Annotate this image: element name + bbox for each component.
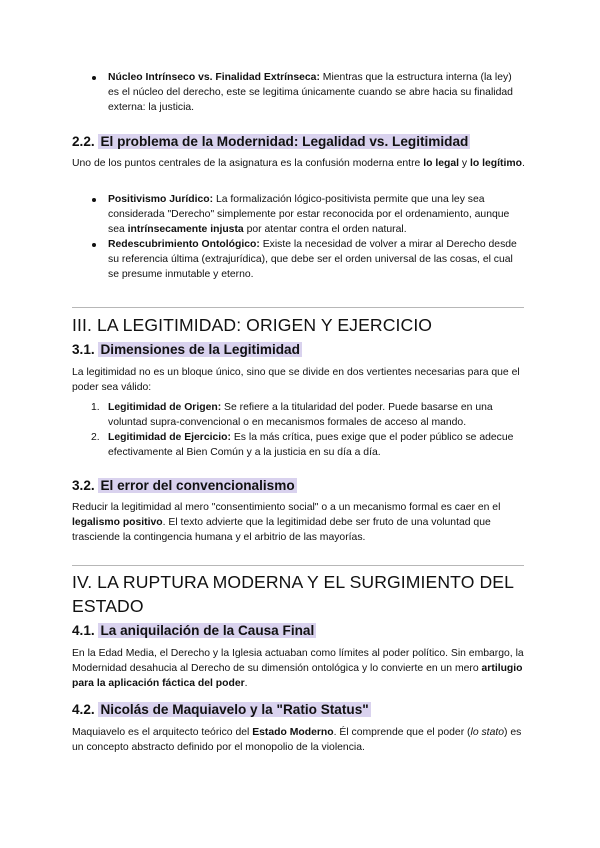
section-number: 3.1. [72, 342, 95, 357]
bullet-term: Redescubrimiento Ontológico: [108, 239, 260, 250]
item-text: Es la más crítica, pues exige que el poder público se adecue efectivamente al Bien Común y a la justicia en su día a día. [108, 432, 514, 458]
text-run: Maquiavelo es el arquitecto teórico del [72, 727, 253, 738]
bold-run: Estado Moderno [252, 727, 334, 738]
chapter-4-heading: IV. LA RUPTURA MODERNA Y EL SURGIMIENTO DEL ESTADO [72, 572, 514, 616]
bullet-text: por atentar contra el orden natural. [243, 224, 407, 235]
item-text: Se refiere a la titularidad del poder. Puede basarse en una voluntad supra-convencional o en mecanismos formales de acceso al mando. [108, 402, 493, 428]
text-run: Reducir la legitimidad al mero "consentimiento social" o a un mecanismo formal es caer en el [72, 502, 501, 513]
section-number: 3.2. [72, 478, 95, 493]
section-title: Dimensiones de la Legitimidad [100, 342, 300, 357]
text-run: y [459, 158, 470, 169]
section-number: 4.1. [72, 623, 95, 638]
text-run: ) es un concepto abstracto definido por el monopolio de la violencia. [72, 727, 522, 753]
text-run: Uno de los puntos centrales de la asignatura es la confusión moderna entre [72, 158, 424, 169]
text-run: . Él comprende que el poder ( [333, 727, 471, 738]
bold-run: intrínsecamente injusta [127, 224, 244, 235]
bold-run: lo legal [423, 158, 460, 169]
bold-run: legalismo positivo [72, 517, 163, 528]
italic-run: lo stato [470, 727, 505, 738]
list-item [108, 70, 520, 115]
section-title: El error del convencionalismo [100, 478, 295, 493]
bullet-text: La formalización lógico-positivista permite que una ley sea considerada "Derecho" simplemente por estar reconocida por el ordenamiento, aunque sea [108, 194, 510, 235]
text-run: En la Edad Media, el Derecho y la Iglesia actuaban como límites al poder político. Sin embargo, la Modernidad desahucia al Derecho de su dimensión ontológica y lo convierte en un mero [72, 648, 524, 674]
section-4-2-paragraph [72, 725, 527, 755]
section-2-2-paragraph [72, 156, 527, 171]
section-3-1-numbered-list [91, 400, 520, 460]
list-item [108, 237, 520, 282]
section-title: El problema de la Modernidad: Legalidad vs. Legitimidad [100, 134, 469, 149]
list-item [91, 400, 520, 430]
section-4-1-paragraph [72, 646, 527, 691]
section-3-2-paragraph [72, 500, 527, 545]
list-item [108, 192, 520, 237]
text-run: . [521, 158, 525, 169]
chapter-3-heading: III. LA LEGITIMIDAD: ORIGEN Y EJERCICIO [72, 315, 433, 335]
section-3-1-heading [72, 341, 302, 359]
text-run: . [244, 678, 248, 689]
section-number: 2.2. [72, 134, 95, 149]
item-term: Legitimidad de Ejercicio: [108, 432, 231, 443]
text-run: . El texto advierte que la legitimidad debe ser fruto de una voluntad que trasciende la contingencia humana y el arbitrio de las mayorías. [72, 517, 491, 543]
horizontal-rule [72, 565, 524, 566]
bold-run: artilugio para la aplicación fáctica del poder [72, 663, 523, 689]
section-title: Nicolás de Maquiavelo y la "Ratio Status" [100, 702, 369, 717]
bullet-term: Núcleo Intrínseco vs. Finalidad Extrínseca: [108, 72, 320, 83]
bullet-term: Positivismo Jurídico: [108, 194, 214, 205]
section-2-2-bullet-list [108, 192, 520, 282]
section-title: La aniquilación de la Causa Final [100, 623, 315, 638]
list-number: 2. [91, 432, 100, 443]
bullet-text: Mientras que la estructura interna (la ley) es el núcleo del derecho, este se legitima únicamente cuando se abre hacia su finalidad externa: la justicia. [108, 72, 513, 113]
section-number: 4.2. [72, 702, 95, 717]
list-item [91, 430, 520, 460]
item-term: Legitimidad de Origen: [108, 402, 222, 413]
intro-bullet-list [108, 70, 520, 115]
horizontal-rule [72, 307, 524, 308]
section-4-1-heading [72, 622, 316, 640]
bold-run: lo legítimo [470, 158, 522, 169]
list-number: 1. [91, 402, 100, 413]
section-2-2-heading [72, 133, 470, 151]
section-4-2-heading [72, 701, 371, 719]
section-3-2-heading [72, 477, 297, 495]
bullet-text: Existe la necesidad de volver a mirar al Derecho desde su referencia última (extrajurídica), que debe ser el orden universal de las cosas, el cual se presume inmutable y eterno. [108, 239, 517, 280]
section-3-1-paragraph: La legitimidad no es un bloque único, sino que se divide en dos vertientes necesarias para que el poder sea válido: [72, 367, 520, 393]
